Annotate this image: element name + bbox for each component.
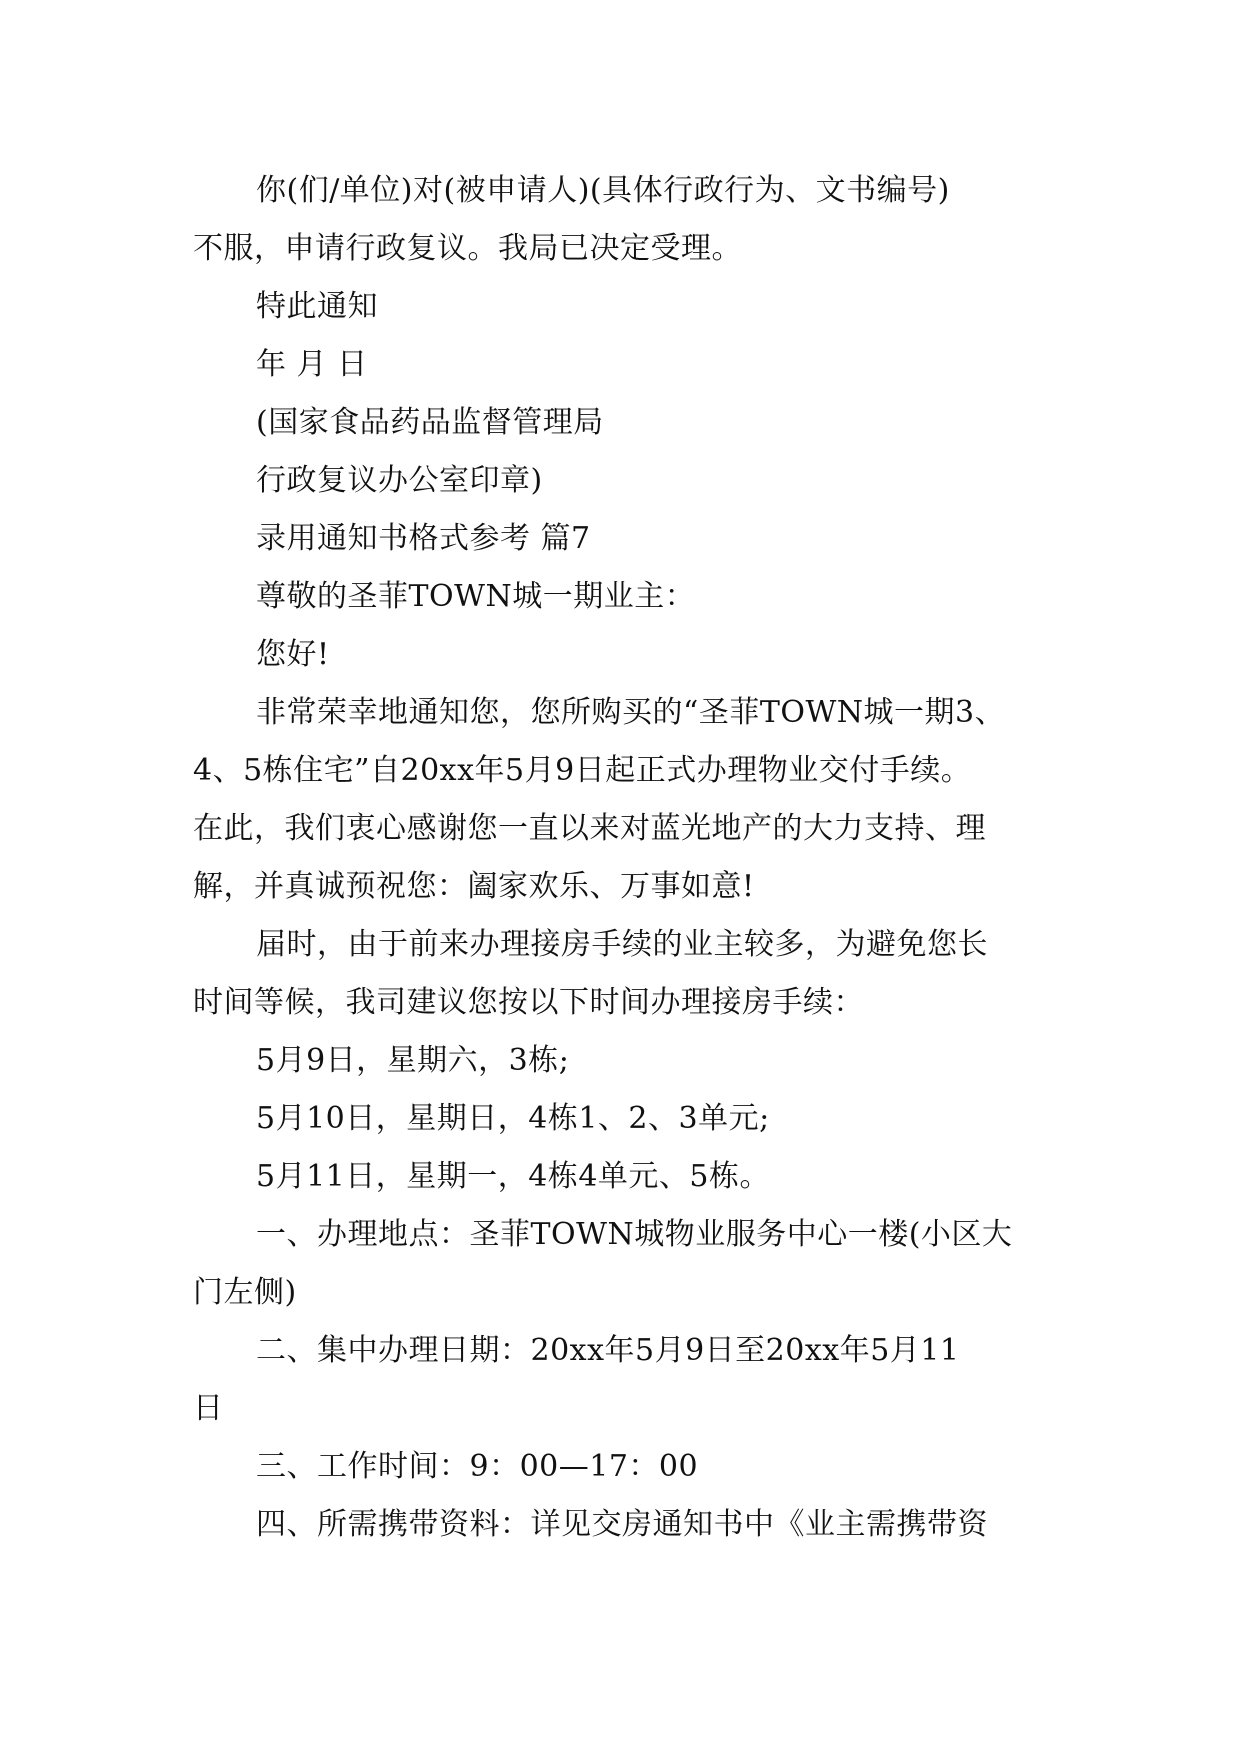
schedule-item: 5月11日，星期一，4栋4单元、5栋。 <box>256 1159 771 1194</box>
paragraph-line: 一、办理地点：圣菲TOWN城物业服务中心一楼(小区大 <box>256 1217 1013 1252</box>
schedule-item: 5月10日，星期日，4栋1、2、3单元; <box>256 1101 770 1136</box>
paragraph-line: 非常荣幸地通知您，您所购买的“圣菲TOWN城一期3、 <box>256 695 1006 730</box>
paragraph-line: 你(们/单位)对(被申请人)(具体行政行为、文书编号) <box>256 173 950 208</box>
paragraph-line: 四、所需携带资料：详见交房通知书中《业主需携带资 <box>256 1507 988 1542</box>
greeting: 您好! <box>256 637 330 672</box>
document-body <box>193 162 1053 1554</box>
paragraph-line: (国家食品药品监督管理局 <box>256 405 604 440</box>
salutation: 尊敬的圣菲TOWN城一期业主： <box>256 579 696 614</box>
paragraph-line: 行政复议办公室印章) <box>256 463 543 498</box>
paragraph-line: 4、5栋住宅”自20xx年5月9日起正式办理物业交付手续。 <box>193 753 972 788</box>
paragraph-line: 日 <box>193 1391 224 1426</box>
paragraph-line: 特此通知 <box>256 289 378 324</box>
paragraph-line: 解，并真诚预祝您：阖家欢乐、万事如意! <box>193 869 755 904</box>
paragraph-line: 门左侧) <box>193 1275 297 1310</box>
paragraph-line: 三、工作时间：9：00—17：00 <box>256 1449 699 1484</box>
paragraph-line: 二、集中办理日期：20xx年5月9日至20xx年5月11 <box>256 1333 960 1368</box>
paragraph-line: 在此，我们衷心感谢您一直以来对蓝光地产的大力支持、理 <box>193 811 986 846</box>
date-line: 年 月 日 <box>256 347 368 382</box>
paragraph-line: 届时，由于前来办理接房手续的业主较多，为避免您长 <box>256 927 988 962</box>
paragraph-line: 时间等候，我司建议您按以下时间办理接房手续： <box>193 985 864 1020</box>
section-heading: 录用通知书格式参考 篇7 <box>256 521 591 556</box>
paragraph-line: 不服，申请行政复议。我局已决定受理。 <box>193 231 742 266</box>
schedule-item: 5月9日，星期六，3栋; <box>256 1043 570 1078</box>
